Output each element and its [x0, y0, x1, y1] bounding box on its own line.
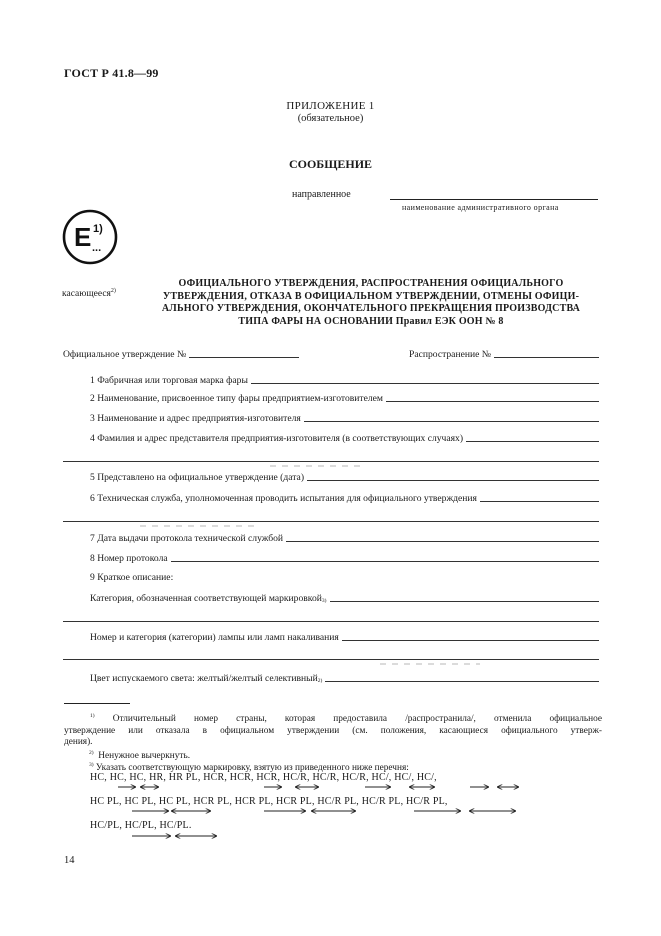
marking-list-line-3: HC/PL, HC/PL, HC/PL. — [90, 820, 192, 831]
footnote-1-text: Отличительный номер страны, которая предоставила /распространила/, отменила официальное — [112, 714, 603, 725]
concerning-note: 2) — [110, 288, 116, 294]
marking-list-line-1: HC, HC, HC, HR, HR PL, HCR, HCR, HCR, HC/R, HC/R, HC/R, HC/, HC/, HC/, — [90, 772, 437, 783]
concerning-text: касающееся — [62, 289, 111, 300]
directed-label: направленное — [292, 189, 351, 200]
lamp-label: Номер и категория (категории) лампы или ламп накаливания — [90, 632, 339, 643]
footnote-mark: 3) — [89, 762, 94, 768]
footnote-2-text: Ненужное вычеркнуть. — [98, 751, 191, 762]
form-item-label: 5 Представлено на официальное утверждение (дата) — [90, 472, 305, 483]
category-note: 3) — [321, 598, 327, 604]
form-item-label: 7 Дата выдачи протокола технической службой — [90, 533, 284, 544]
footnote-1-line: утверждение или отказала в официальном утверждении (см. положения, касающиеся официального утверж- — [64, 725, 602, 736]
footnote-mark: 1) — [90, 713, 95, 719]
mark-superscript: 1) — [93, 223, 103, 235]
heading-line: УТВЕРЖДЕНИЯ, ОТКАЗА В ОФИЦИАЛЬНОМ УТВЕРЖДЕНИИ, ОТМЕНЫ ОФИЦИ- — [162, 290, 580, 302]
footnote-1-line: дения). — [64, 737, 93, 748]
mark-dots: ... — [92, 242, 102, 254]
form-item-label: 8 Номер протокола — [90, 553, 168, 564]
message-title: СООБЩЕНИЕ — [288, 157, 373, 171]
color-label: Цвет испускаемого света: желтый/желтый селективный — [90, 673, 318, 684]
footnote-mark: 2) — [89, 750, 94, 756]
mark-letter: E — [74, 222, 92, 252]
footnote-3-text: Указать соответствующую маркировку, взятую из приведенного ниже перечня: — [95, 763, 409, 774]
form-item-label: 1 Фабричная или торговая марка фары — [90, 375, 248, 386]
appendix-title: ПРИЛОЖЕНИЕ 1 — [286, 100, 375, 112]
heading-line: АЛЬНОГО УТВЕРЖДЕНИЯ, ОКОНЧАТЕЛЬНОГО ПРЕКРАЩЕНИЯ ПРОИЗВОДСТВА — [161, 303, 581, 314]
heading-line: ТИПА ФАРЫ НА ОСНОВАНИИ Правил ЕЭК ООН № 8 — [238, 315, 504, 327]
form-item-label: 2 Наименование, присвоенное типу фары предприятием-изготовителем — [90, 393, 383, 404]
directed-caption: наименование административного органа — [402, 203, 559, 212]
form-item-label: 3 Наименование и адрес предприятия-изготовителя — [90, 413, 301, 424]
form-item-label: 6 Техническая служба, уполномоченная проводить испытания для официального утверждения — [90, 493, 477, 504]
document-code: ГОСТ Р 41.8—99 — [64, 66, 159, 80]
form-item-label: 4 Фамилия и адрес представителя предприятия-изготовителя (в соответствующих случаях) — [90, 433, 464, 444]
marking-list-line-2: HC PL, HC PL, HC PL, HCR PL, HCR PL, HCR PL, HC/R PL, HC/R PL, HC/R PL, — [90, 796, 448, 807]
appendix-subtitle: (обязательное) — [297, 113, 364, 124]
extension-number-label: Распространение № — [409, 349, 491, 360]
page-number: 14 — [64, 855, 75, 866]
category-label: Категория, обозначенная соответствующей маркировкой — [90, 593, 322, 604]
form-item-label: 9 Краткое описание: — [90, 572, 174, 583]
heading-line: ОФИЦИАЛЬНОГО УТВЕРЖДЕНИЯ, РАСПРОСТРАНЕНИЯ ОФИЦИАЛЬНОГО — [178, 278, 564, 289]
color-note: 2) — [317, 678, 323, 684]
approval-number-label: Официальное утверждение № — [63, 349, 187, 360]
